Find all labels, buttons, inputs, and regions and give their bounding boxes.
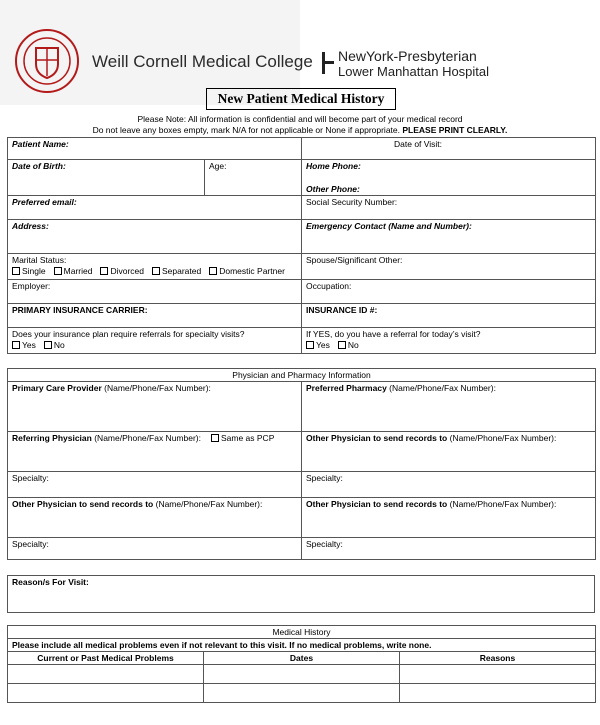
marital-option-label: Separated xyxy=(162,266,202,276)
print-clearly-note: PLEASE PRINT CLEARLY. xyxy=(402,125,508,135)
address-label: Address: xyxy=(12,221,49,231)
visit-reason-table xyxy=(7,575,595,613)
marital-status-label: Marital Status: xyxy=(12,255,67,265)
referring-physician-field[interactable] xyxy=(8,432,302,472)
checkbox-icon xyxy=(54,267,62,275)
form-title: New Patient Medical History xyxy=(206,88,396,110)
marital-option-domestic-partner[interactable] xyxy=(209,266,285,277)
age-field[interactable] xyxy=(205,160,302,196)
referral-yes-option[interactable] xyxy=(306,340,330,351)
phone-field[interactable] xyxy=(302,160,596,196)
yes-label: Yes xyxy=(316,340,330,350)
referring-specialty-field[interactable] xyxy=(8,472,302,498)
preferred-pharmacy-label-bold: Preferred Pharmacy xyxy=(306,383,387,393)
same-as-pcp-label: Same as PCP xyxy=(220,433,275,443)
checkbox-icon xyxy=(100,267,108,275)
patient-name-label: Patient Name: xyxy=(12,139,69,149)
marital-option-label: Divorced xyxy=(110,266,144,276)
date-of-birth-field[interactable] xyxy=(8,160,205,196)
marital-option-single[interactable] xyxy=(12,266,46,277)
marital-option-label: Single xyxy=(22,266,46,276)
ssn-field[interactable] xyxy=(302,196,596,220)
emergency-contact-field[interactable] xyxy=(302,220,596,254)
other-physician-field-2[interactable] xyxy=(8,498,302,538)
cornell-seal-icon xyxy=(14,28,80,94)
marital-option-separated[interactable] xyxy=(152,266,201,277)
other-specialty-field-1[interactable] xyxy=(302,472,596,498)
date-of-visit-field[interactable] xyxy=(302,138,596,160)
referrals-question: Does your insurance plan require referrals for specialty visits? xyxy=(12,329,245,339)
referring-physician-label: (Name/Phone/Fax Number): xyxy=(94,433,201,443)
occupation-label: Occupation: xyxy=(306,281,352,291)
employer-label: Employer: xyxy=(12,281,51,291)
specialty-label: Specialty: xyxy=(306,473,343,483)
referrals-field xyxy=(8,328,302,354)
reasons-cell[interactable] xyxy=(400,684,596,703)
other-physician-label: (Name/Phone/Fax Number): xyxy=(155,499,263,509)
preferred-pharmacy-label: (Name/Phone/Fax Number): xyxy=(389,383,496,393)
insurance-carrier-field[interactable] xyxy=(8,304,302,328)
marital-options xyxy=(12,266,297,277)
hospital-name-line2: Lower Manhattan Hospital xyxy=(338,64,490,79)
yes-label: Yes xyxy=(22,340,36,350)
checkbox-icon xyxy=(152,267,160,275)
checkbox-icon xyxy=(12,267,20,275)
other-physician-label-bold: Other Physician to send records to xyxy=(306,499,448,509)
date-of-birth-label: Date of Birth: xyxy=(12,161,66,171)
primary-care-label-bold: Primary Care Provider xyxy=(12,383,102,393)
medical-history-header: Medical History xyxy=(8,626,596,639)
home-phone-label: Home Phone: xyxy=(306,161,361,171)
patient-name-field[interactable] xyxy=(8,138,302,160)
marital-option-label: Domestic Partner xyxy=(219,266,285,276)
occupation-field[interactable] xyxy=(302,280,596,304)
other-phone-label: Other Phone: xyxy=(306,184,360,194)
preferred-email-field[interactable] xyxy=(8,196,302,220)
preferred-pharmacy-field[interactable] xyxy=(302,382,596,432)
date-of-visit-label: Date of Visit: xyxy=(394,139,443,149)
age-label: Age: xyxy=(209,161,227,171)
problem-cell[interactable] xyxy=(8,665,204,684)
referral-followup-question: If YES, do you have a referral for today’s visit? xyxy=(306,329,481,339)
patient-info-table xyxy=(7,137,596,354)
specialty-label: Specialty: xyxy=(12,473,49,483)
no-label: No xyxy=(347,340,359,350)
spouse-label: Spouse/Significant Other: xyxy=(306,255,403,265)
insurance-carrier-label: PRIMARY INSURANCE CARRIER: xyxy=(12,305,148,315)
reason-for-visit-label: Reason/s For Visit: xyxy=(12,577,89,587)
referral-followup-field xyxy=(302,328,596,354)
specialty-label: Specialty: xyxy=(12,539,49,549)
employer-field[interactable] xyxy=(8,280,302,304)
instruction-note xyxy=(0,125,600,135)
other-physician-label: (Name/Phone/Fax Number): xyxy=(449,433,557,443)
dates-cell[interactable] xyxy=(204,665,400,684)
reason-for-visit-field[interactable] xyxy=(8,576,595,613)
reasons-cell[interactable] xyxy=(400,665,596,684)
confidential-note: Please Note: All information is confidential and will become part of your medical record xyxy=(137,114,463,124)
dates-cell[interactable] xyxy=(204,684,400,703)
checkbox-icon xyxy=(338,341,346,349)
insurance-id-label: INSURANCE ID #: xyxy=(306,305,378,315)
medical-history-instruction: Please include all medical problems even if not relevant to this visit. If no medical problems, write none. xyxy=(8,639,596,652)
checkbox-icon xyxy=(211,434,219,442)
marital-option-divorced[interactable] xyxy=(100,266,144,277)
same-as-pcp-option[interactable] xyxy=(211,433,274,443)
primary-care-field[interactable] xyxy=(8,382,302,432)
insurance-id-field[interactable] xyxy=(302,304,596,328)
nyp-logo-icon xyxy=(322,52,334,74)
column-header-problems: Current or Past Medical Problems xyxy=(8,652,204,665)
hospital-name-line1: NewYork-Presbyterian xyxy=(338,48,477,64)
medical-history-table xyxy=(7,625,596,703)
other-physician-field-1[interactable] xyxy=(302,432,596,472)
marital-status-field xyxy=(8,254,302,280)
referrals-no-option[interactable] xyxy=(44,340,65,351)
physician-info-table xyxy=(7,368,596,560)
other-physician-field-3[interactable] xyxy=(302,498,596,538)
column-header-dates: Dates xyxy=(204,652,400,665)
instruction-note-text: Do not leave any boxes empty, mark N/A for not applicable or None if appropriate. xyxy=(92,125,401,135)
problem-cell[interactable] xyxy=(8,684,204,703)
referrals-yes-option[interactable] xyxy=(12,340,36,351)
address-field[interactable] xyxy=(8,220,302,254)
checkbox-icon xyxy=(209,267,217,275)
column-header-reasons: Reasons xyxy=(400,652,596,665)
no-label: No xyxy=(53,340,65,350)
checkbox-icon xyxy=(44,341,52,349)
table-row xyxy=(8,665,596,684)
referring-physician-label-bold: Referring Physician xyxy=(12,433,92,443)
ssn-label: Social Security Number: xyxy=(306,197,398,207)
specialty-label: Specialty: xyxy=(306,539,343,549)
preferred-email-label: Preferred email: xyxy=(12,197,77,207)
other-physician-label-bold: Other Physician to send records to xyxy=(306,433,448,443)
spouse-field[interactable] xyxy=(302,254,596,280)
other-physician-label-bold: Other Physician to send records to xyxy=(12,499,154,509)
emergency-contact-label: Emergency Contact (Name and Number): xyxy=(306,221,472,231)
referral-no-option[interactable] xyxy=(338,340,359,351)
table-row xyxy=(8,684,596,703)
other-physician-label: (Name/Phone/Fax Number): xyxy=(449,499,557,509)
other-specialty-field-2[interactable] xyxy=(8,538,302,560)
marital-option-married[interactable] xyxy=(54,266,93,277)
physician-section-header: Physician and Pharmacy Information xyxy=(8,369,596,382)
marital-option-label: Married xyxy=(63,266,93,276)
checkbox-icon xyxy=(306,341,314,349)
college-name: Weill Cornell Medical College xyxy=(92,52,313,71)
primary-care-label: (Name/Phone/Fax Number): xyxy=(104,383,211,393)
checkbox-icon xyxy=(12,341,20,349)
other-specialty-field-3[interactable] xyxy=(302,538,596,560)
